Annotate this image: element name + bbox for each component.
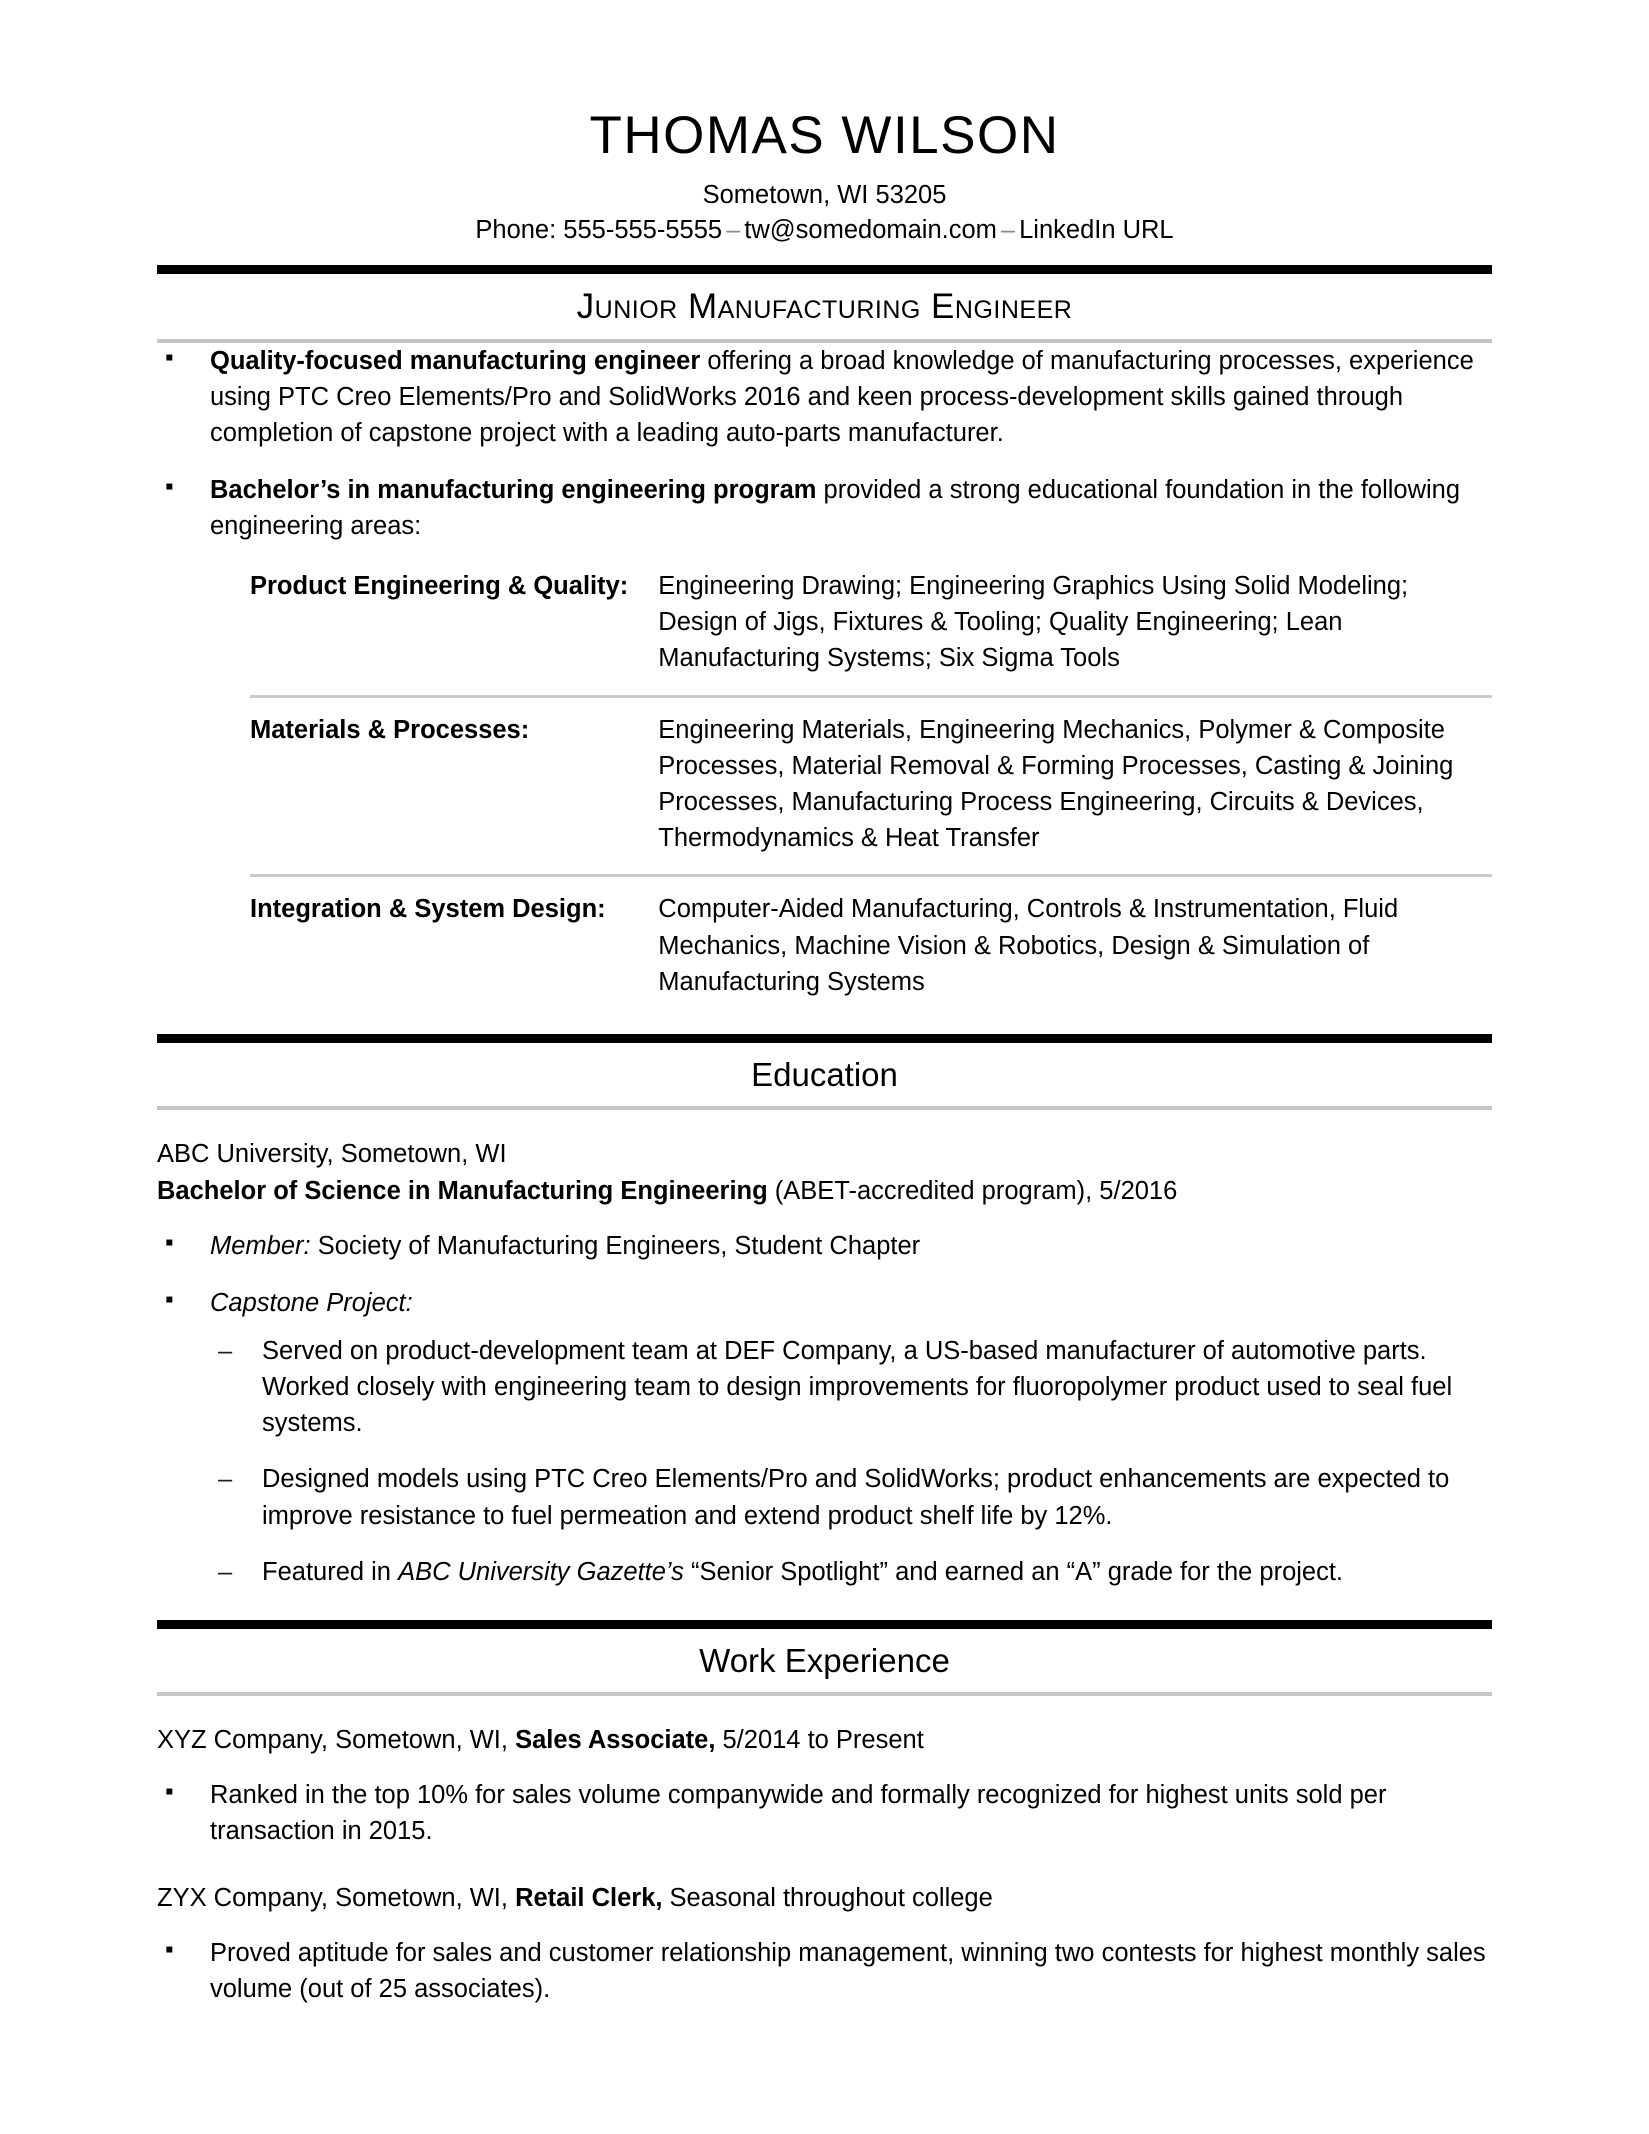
- education-capstone: [157, 1285, 1492, 1590]
- summary-bullet-2-text: provided a strong educational foundation in the following engineering areas:: [210, 475, 1461, 540]
- summary-bullet-2: [157, 472, 1492, 1018]
- education-school: ABC University, Sometown, WI: [157, 1140, 507, 1169]
- divider-thick-education: [157, 1034, 1492, 1043]
- summary-bullet-list: [157, 343, 1492, 1018]
- job-heading: [157, 1880, 1492, 1917]
- job-title: Sales Associate,: [515, 1726, 716, 1755]
- capstone-item: [210, 1554, 1492, 1590]
- education-capstone-label: Capstone Project:: [210, 1288, 413, 1317]
- skills-label-materials-processes: Materials & Processes:: [250, 715, 530, 744]
- summary-bullet-1-lead: Quality-focused manufacturing engineer: [210, 347, 701, 376]
- work-banner: Work Experience: [699, 1641, 950, 1679]
- job-dates: Seasonal throughout college: [662, 1883, 993, 1912]
- job-bullet-list: [157, 1935, 1492, 2007]
- education-degree-detail: (ABET-accredited program), 5/2016: [767, 1177, 1178, 1206]
- contact-location: Sometown, WI 53205: [702, 181, 947, 210]
- summary-bullet-1-text: offering a broad knowledge of manufacturing processes, experience using PTC Creo Elements/Pro and SolidWorks 2016 and keen process-development skills gained through completion of capstone project with a leading auto-parts manufacturer.: [210, 347, 1474, 448]
- work-banner-block: [0, 1620, 1649, 1696]
- job-company: XYZ Company, Sometown, WI,: [157, 1726, 516, 1755]
- education-banner-block: [0, 1034, 1649, 1110]
- candidate-name: THOMAS WILSON: [589, 106, 1060, 165]
- education-membership-label: Member:: [210, 1232, 311, 1261]
- summary-bullet-1: [157, 343, 1492, 452]
- contact-linkedin[interactable]: LinkedIn URL: [1019, 216, 1174, 245]
- contact-phone: Phone: 555-555-5555: [475, 216, 723, 245]
- contact-email[interactable]: tw@somedomain.com: [744, 216, 997, 245]
- capstone-sub-bullet-list: [210, 1333, 1492, 1590]
- job-heading: [157, 1722, 1492, 1759]
- skills-table: [250, 554, 1492, 1018]
- education-membership-text: Society of Manufacturing Engineers, Student Chapter: [310, 1232, 921, 1261]
- job-bullet-list: [157, 1777, 1492, 1849]
- work-section: [0, 1696, 1649, 2007]
- skills-label-integration-system-design: Integration & System Design:: [250, 895, 606, 924]
- divider-thick-title: [157, 265, 1492, 274]
- summary-section: [0, 343, 1649, 1018]
- contact-separator-1: –: [726, 216, 741, 245]
- skills-value-integration-system-design: Computer-Aided Manufacturing, Controls & Instrumentation, Fluid Mechanics, Machine Vision & Robotics, Design & Simulation of Manufacturing Systems: [658, 895, 1399, 996]
- skills-value-product-engineering: Engineering Drawing; Engineering Graphics Using Solid Modeling; Design of Jigs, Fixtures & Tooling; Quality Engineering; Lean Manufacturing Systems; Six Sigma Tools: [658, 572, 1409, 673]
- education-bullet-list: [157, 1228, 1492, 1590]
- capstone-item-post: “Senior Spotlight” and earned an “A” grade for the project.: [683, 1557, 1344, 1586]
- work-entry-spacer: [157, 1850, 1492, 1880]
- capstone-item: – Designed models using PTC Creo Elements/Pro and SolidWorks; product enhancements are expected to improve resistance to fuel permeation and extend product shelf life by 12%.: [210, 1461, 1492, 1533]
- job-title-banner: Junior Manufacturing Engineer: [576, 286, 1073, 326]
- capstone-item-publication: ABC University Gazette’s: [398, 1557, 684, 1586]
- job-company: ZYX Company, Sometown, WI,: [157, 1883, 516, 1912]
- capstone-item: – Served on product-development team at DEF Company, a US-based manufacturer of automotive parts. Worked closely with engineering team to design improvements for fluoropolymer product used to seal fuel systems.: [210, 1333, 1492, 1442]
- education-degree: [157, 1173, 1492, 1210]
- education-membership: [157, 1228, 1492, 1264]
- job-bullet: ▪ Ranked in the top 10% for sales volume companywide and formally recognized for highest units sold per transaction in 2015.: [157, 1777, 1492, 1849]
- job-title: Retail Clerk,: [515, 1883, 663, 1912]
- contact-details: [0, 213, 1649, 248]
- divider-thick-work: [157, 1620, 1492, 1629]
- summary-bullet-2-lead: Bachelor’s in manufacturing engineering program: [210, 475, 817, 504]
- job-dates: 5/2014 to Present: [715, 1726, 924, 1755]
- skills-value-materials-processes: Engineering Materials, Engineering Mechanics, Polymer & Composite Processes, Material Removal & Forming Processes, Casting & Joining Processes, Manufacturing Process Engineering, Circuits & Devices, Thermodynamics & Heat Transfer: [658, 715, 1454, 853]
- capstone-item-pre: Featured in: [262, 1557, 399, 1586]
- skills-label-product-engineering: Product Engineering & Quality:: [250, 572, 629, 601]
- skills-row: [250, 698, 1492, 875]
- contact-separator-2: –: [1000, 216, 1016, 245]
- education-section: [0, 1110, 1649, 1590]
- resume-header: [0, 0, 1649, 249]
- job-bullet: ▪ Proved aptitude for sales and customer relationship management, winning two contests for highest monthly sales volume (out of 25 associates).: [157, 1935, 1492, 2007]
- education-degree-name: Bachelor of Science in Manufacturing Engineering: [157, 1177, 768, 1206]
- education-banner: Education: [751, 1056, 898, 1094]
- skills-row: [250, 877, 1492, 1018]
- skills-row: [250, 554, 1492, 695]
